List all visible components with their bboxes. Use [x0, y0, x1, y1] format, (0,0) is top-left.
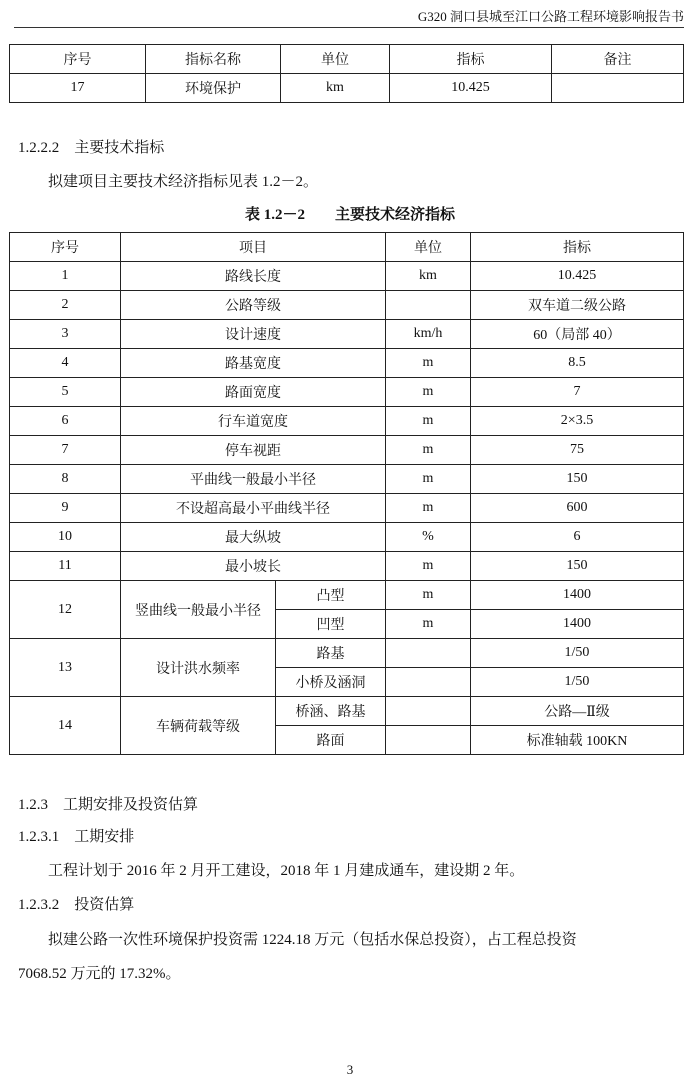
cell: 3 [10, 320, 121, 349]
cell: 小桥及涵洞 [276, 668, 386, 697]
th: 单位 [281, 45, 390, 74]
cell: 竖曲线一般最小半径 [121, 581, 276, 639]
cell: m [386, 552, 471, 581]
cell: 1400 [471, 610, 684, 639]
table-header-row [10, 233, 684, 262]
cell: 14 [10, 697, 121, 755]
cell: 路面 [276, 726, 386, 755]
cell: m [386, 465, 471, 494]
table-row [10, 697, 684, 726]
cell: 150 [471, 465, 684, 494]
cell: % [386, 523, 471, 552]
cell: 8 [10, 465, 121, 494]
continued-table [9, 44, 684, 103]
table-header-row [10, 45, 684, 74]
cell: 150 [471, 552, 684, 581]
cell: 600 [471, 494, 684, 523]
cell: 2×3.5 [471, 407, 684, 436]
cell: 公路等级 [121, 291, 386, 320]
th: 序号 [10, 45, 146, 74]
cell: 9 [10, 494, 121, 523]
table-caption: 表 1.2－2 主要技术经济指标 [244, 207, 455, 223]
cell: 6 [471, 523, 684, 552]
table-row [10, 74, 684, 103]
table-row [10, 465, 684, 494]
cell: 10.425 [390, 74, 552, 103]
cell: 设计速度 [121, 320, 386, 349]
cell [386, 291, 471, 320]
table-row [10, 581, 684, 610]
running-header: G320 洞口县城至江口公路工程环境影响报告书 [417, 9, 684, 24]
table-row [10, 262, 684, 291]
section-heading: 1.2.2.2 主要技术指标 [18, 140, 165, 156]
page-number: 3 [346, 1062, 354, 1077]
cell: 双车道二级公路 [471, 291, 684, 320]
table-row [10, 639, 684, 668]
cell [552, 74, 684, 103]
cell: 7 [471, 378, 684, 407]
cell: 75 [471, 436, 684, 465]
cell: 17 [10, 74, 146, 103]
cell: 最大纵坡 [121, 523, 386, 552]
cell: 4 [10, 349, 121, 378]
table-row [10, 494, 684, 523]
cell: 6 [10, 407, 121, 436]
cell [386, 697, 471, 726]
cell: 桥涵、路基 [276, 697, 386, 726]
cell: km [281, 74, 390, 103]
cell: m [386, 436, 471, 465]
cell [386, 639, 471, 668]
cell: 路基宽度 [121, 349, 386, 378]
paragraph: 7068.52 万元的 17.32%。 [18, 966, 181, 982]
cell: 10 [10, 523, 121, 552]
section-heading: 1.2.3 工期安排及投资估算 [18, 797, 199, 813]
cell: m [386, 407, 471, 436]
cell: km/h [386, 320, 471, 349]
section-heading: 1.2.3.2 投资估算 [18, 897, 135, 913]
cell: 8.5 [471, 349, 684, 378]
cell: 7 [10, 436, 121, 465]
cell: m [386, 494, 471, 523]
cell: 最小坡长 [121, 552, 386, 581]
cell: 11 [10, 552, 121, 581]
th: 备注 [552, 45, 684, 74]
tech-indicators-table [9, 232, 684, 755]
cell: 13 [10, 639, 121, 697]
table-row [10, 320, 684, 349]
cell: 2 [10, 291, 121, 320]
paragraph: 拟建公路一次性环境保护投资需 1224.18 万元（包括水保总投资），占工程总投资 [48, 932, 577, 948]
cell: 1/50 [471, 668, 684, 697]
cell: 车辆荷载等级 [121, 697, 276, 755]
section-heading: 1.2.3.1 工期安排 [18, 829, 135, 845]
table-row [10, 378, 684, 407]
cell: 行车道宽度 [121, 407, 386, 436]
table-row [10, 349, 684, 378]
cell: 标准轴载 100KN [471, 726, 684, 755]
th: 指标名称 [146, 45, 281, 74]
cell: 公路—Ⅱ级 [471, 697, 684, 726]
cell: 路线长度 [121, 262, 386, 291]
header-rule [14, 27, 684, 28]
cell: 平曲线一般最小半径 [121, 465, 386, 494]
table-row [10, 523, 684, 552]
cell: 不设超高最小平曲线半径 [121, 494, 386, 523]
cell [386, 726, 471, 755]
cell: 指标 [471, 233, 684, 262]
cell: 凹型 [276, 610, 386, 639]
cell: 1/50 [471, 639, 684, 668]
paragraph: 工程计划于 2016 年 2 月开工建设，2018 年 1 月建成通车，建设期 2 年。 [48, 863, 525, 879]
cell: 路面宽度 [121, 378, 386, 407]
cell: 5 [10, 378, 121, 407]
cell [386, 668, 471, 697]
cell: 停车视距 [121, 436, 386, 465]
cell: m [386, 581, 471, 610]
th: 指标 [390, 45, 552, 74]
table-row [10, 291, 684, 320]
cell: km [386, 262, 471, 291]
table-row [10, 407, 684, 436]
cell: 设计洪水频率 [121, 639, 276, 697]
paragraph: 拟建项目主要技术经济指标见表 1.2－2。 [48, 174, 319, 190]
cell: 12 [10, 581, 121, 639]
cell: 1 [10, 262, 121, 291]
cell: 序号 [10, 233, 121, 262]
cell: 10.425 [471, 262, 684, 291]
cell: m [386, 610, 471, 639]
table-row [10, 436, 684, 465]
cell: 环境保护 [146, 74, 281, 103]
cell: 单位 [386, 233, 471, 262]
cell: 60（局部 40） [471, 320, 684, 349]
table-row [10, 552, 684, 581]
cell: 凸型 [276, 581, 386, 610]
cell: m [386, 378, 471, 407]
cell: 项目 [121, 233, 386, 262]
cell: 1400 [471, 581, 684, 610]
cell: m [386, 349, 471, 378]
cell: 路基 [276, 639, 386, 668]
